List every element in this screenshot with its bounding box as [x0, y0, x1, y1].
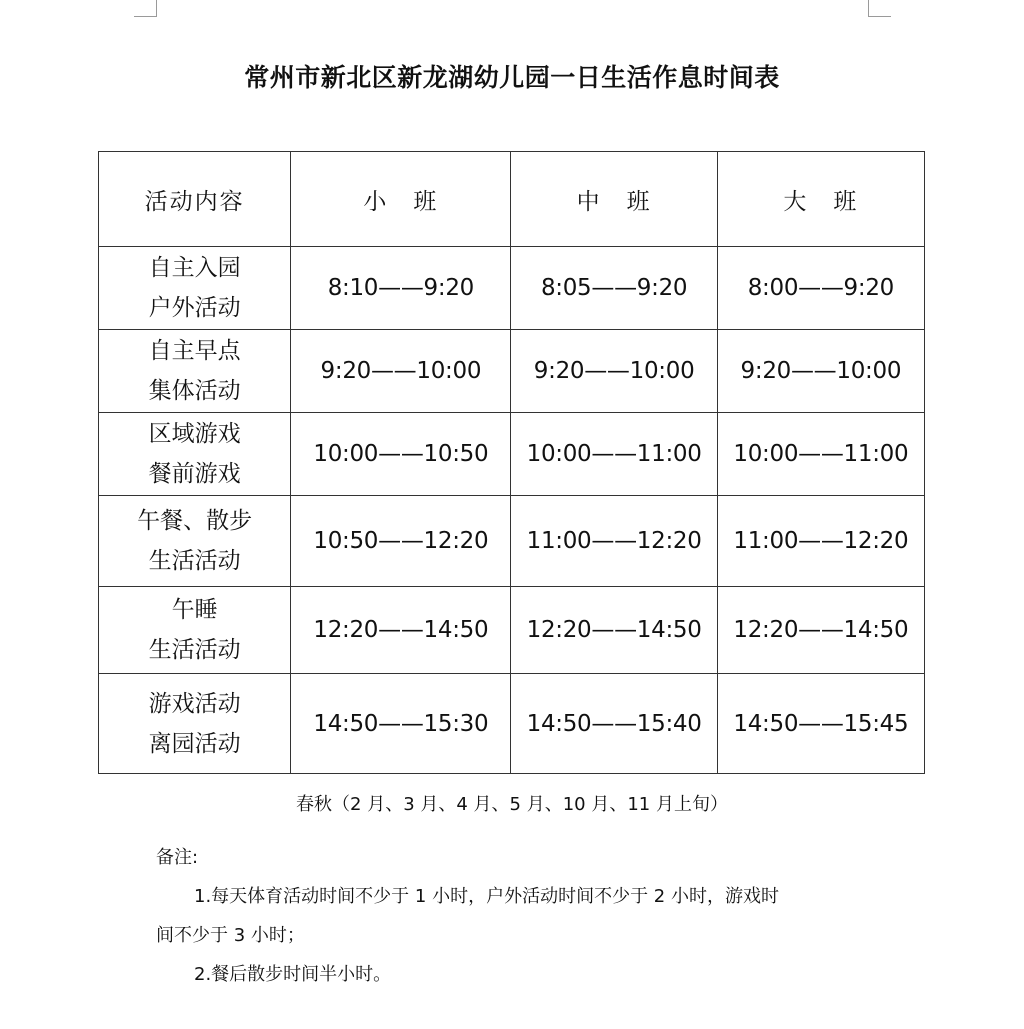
- activity-line: 自主入园: [148, 255, 241, 281]
- table-row: [99, 247, 925, 330]
- table-header-row: [99, 152, 925, 247]
- activity-cell: [99, 496, 291, 587]
- time-large: 9:20——10:00: [717, 330, 924, 413]
- activity-line: 户外活动: [148, 295, 241, 321]
- time-small: 10:00——10:50: [291, 413, 511, 496]
- time-middle: 14:50——15:40: [511, 674, 717, 774]
- table-row: [99, 587, 925, 674]
- time-large: 10:00——11:00: [717, 413, 924, 496]
- activity-cell: [99, 413, 291, 496]
- season-caption: 春秋（2 月、3 月、4 月、5 月、10 月、11 月上旬）: [296, 794, 728, 815]
- time-small: 12:20——14:50: [291, 587, 511, 674]
- note-line-2: 2.餐后散步时间半小时。: [194, 964, 392, 985]
- header-small-class: 小 班: [291, 152, 511, 247]
- page-corner-mark-right: [868, 0, 891, 17]
- activity-cell: [99, 247, 291, 330]
- time-middle: 11:00——12:20: [511, 496, 717, 587]
- time-large: 8:00——9:20: [717, 247, 924, 330]
- activity-line: 午睡: [171, 597, 218, 623]
- table-row: [99, 674, 925, 774]
- time-small: 14:50——15:30: [291, 674, 511, 774]
- activity-line: 生活活动: [148, 548, 241, 574]
- activity-cell: [99, 674, 291, 774]
- note-line-1-continued: 间不少于 3 小时；: [156, 925, 305, 946]
- time-middle: 9:20——10:00: [511, 330, 717, 413]
- time-small: 10:50——12:20: [291, 496, 511, 587]
- activity-line: 区域游戏: [148, 421, 241, 447]
- note-line-1: 1.每天体育活动时间不少于 1 小时，户外活动时间不少于 2 小时，游戏时: [194, 886, 779, 907]
- schedule-table: [98, 151, 925, 774]
- activity-line: 集体活动: [148, 378, 241, 404]
- activity-line: 游戏活动: [148, 690, 241, 717]
- activity-cell: [99, 330, 291, 413]
- activity-cell: [99, 587, 291, 674]
- table-row: [99, 330, 925, 413]
- activity-line: 自主早点: [148, 338, 241, 364]
- activity-line: 生活活动: [148, 637, 241, 663]
- activity-line: 午餐、散步: [137, 508, 253, 534]
- page-corner-mark-left: [134, 0, 157, 17]
- header-activity: 活动内容: [99, 152, 291, 247]
- activity-line: 离园活动: [148, 730, 241, 757]
- time-small: 9:20——10:00: [291, 330, 511, 413]
- header-large-class: 大 班: [717, 152, 924, 247]
- document-title: 常州市新北区新龙湖幼儿园一日生活作息时间表: [244, 63, 780, 92]
- time-large: 12:20——14:50: [717, 587, 924, 674]
- activity-line: 餐前游戏: [148, 461, 241, 487]
- notes-label: 备注:: [156, 847, 199, 868]
- time-large: 14:50——15:45: [717, 674, 924, 774]
- table-row: [99, 413, 925, 496]
- time-middle: 10:00——11:00: [511, 413, 717, 496]
- time-middle: 8:05——9:20: [511, 247, 717, 330]
- time-middle: 12:20——14:50: [511, 587, 717, 674]
- table-row: [99, 496, 925, 587]
- time-small: 8:10——9:20: [291, 247, 511, 330]
- time-large: 11:00——12:20: [717, 496, 924, 587]
- header-middle-class: 中 班: [511, 152, 717, 247]
